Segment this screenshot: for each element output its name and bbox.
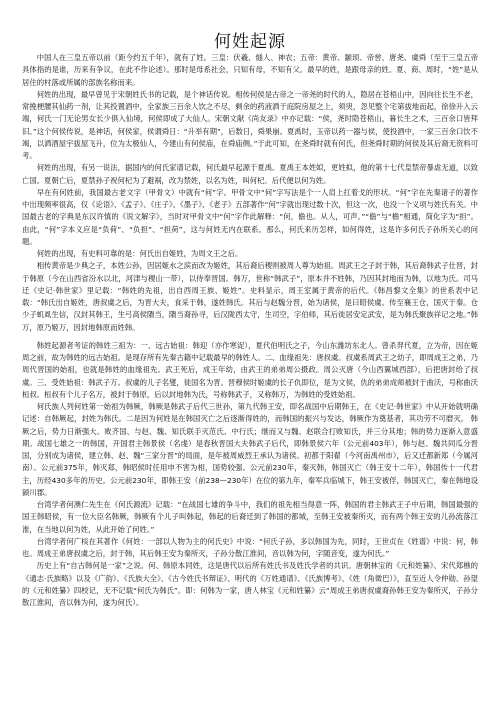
body-paragraph: 历史上有“自古韩何是一家”之说。何、韩原本同姓，这是唐代以后所有姓氏书及姓氏学者的共识。唐朝林宝的《元和姓纂》、宋代郑樵的《通志·氏族略》以及《广韵》、《氏族大全》、《古今姓氏书辩证》、明代的《万姓通谱》、《氏族博考》、《姓（角徵巴）》，直至近人令仲勋、孙望的《元和姓纂》四校记，无不记载“何氏为韩氏”。即：何韩为一家，唐人林宝《元和姓纂》云“周成王弟唐叔虞裔孙韩王安为秦所灭，子孙分散江淮间，音以韩为何，遂为何氏）。 bbox=[22, 561, 478, 607]
body-paragraph: 何姓的出现，最早曾见于宋朝姓氏书的记载，是个神话传说。相传何侯是古帝之一帝尧的时代的人，隐居在苍梧山中，因向往长生不老，常挽梗腰其仙药一剂，让其投置酒中，全家族三百余人饮之不尽，剩余的药液洒于庭院房屋之上，须臾，忽见整个宅第拔地而起，徐徐升入云端，何氏一门无论男女长少俱入仙境，何侯即成了大仙人。宋朝文献《尚友录》中亦记载：“侯，尧时隐苍梧山，暮长生之术，三百余口皆拜旧。”这个何侯传说，是神话，何侯家，侯谓舜日：“升举有期”，后数日，舜果崩。夏禹时，玉帝以药一器与侯，使投酒中，一家三百余口饮不竭，以洒酒屋宇拔屋飞升，位为太极仙人，今建山有何侯庙，在舜庙侧。”于此可知，在尧舜时就有何氏，但尧舜时期的何侯及其后裔无资料可考。 bbox=[22, 89, 478, 160]
document-title: 何姓起源 bbox=[214, 32, 286, 52]
body-paragraph: 何氏族人列何姓第一始祖为韩厥，韩厥是韩武子后代三世孙，第九代韩王安，即名战国中后期韩王，在《史记·韩世家》中从开始就明确记述：自韩厥起，封姓为韩氏。二是因为何姓是在韩国灭亡之后逐渐得姓的，而韩国的振兴与发达，韩厥作为奠基者，其功劳不可磨灭。 韩厥之后，势力日渐强大。败齐国、与赵、魏、知氏联手灭范氏、中行氏；继而又与魏、赵联合打败知氏，并三分其地；韩的势力逐渐入意盛期。战国七雄之一的韩国，开国君主韩景侯（名虔）是春秋晋国大夫韩武子后代，即韩景侯六年（公元前403年），韩与赵、魏共同瓜分晋国，分别成为诸侯，建立韩、赵、魏“三家分晋”的局面，是年被周威烈王承认为诸侯。初都于阳翟（今河南禹州市），后又迁都新郑（今属河南）。公元前375年，韩灭郑，韩昭侯时任用申不害为相，国势较强。公元前230年，秦灭韩，韩国灭亡（韩王安十二年），韩国传十一代君主，历经430多年的历史。公元前230年，即韩王安（前238—230年）在位的第九年，秦军兵临城下，韩王安被俘，韩国灭亡，秦在韩地设颍川郡。 bbox=[22, 402, 478, 497]
body-paragraph: 台湾学者何广棪在其著作《何姓：一部以人物为主的何氏史》中说：“何氏子孙，多以韩国为先，同时，王世贞在《姓谱》中说：何，韩也。周成王弟唐叔虞之后，封于韩，其后韩王安为秦所灭，子孙分散江淮间，音以韩为何，字随音变，遂为何氏。” bbox=[22, 536, 478, 558]
body-paragraph: 早在有何姓前，我国最古老文字（甲骨文）中就有“何”字。甲骨文中“何”字写法是个一人肩上扛着戈的形状。“何”字在先秦诸子的著作中出现频率很高，仅《论语》、《孟子》、《庄子》、《墨子》、《老子》五部著作“何”字就出现过数十次，但这一次，也没一个义项与姓氏有关。中国最古老的字典是东汉许慎的《说文解字》，当时对甲骨文中“何”字作此解释：“何，儋也。从人，可声。”“儋”与“檐”相通，简化字为“担”。由此，“何”字本义应是“负荷”、“负担”、“担荷”，这与何姓无内在联系。那么，何氏来历怎样，如何得姓，这是许多何氏子孙所关心的问题。 bbox=[22, 187, 478, 246]
body-paragraph: 相传黄帝是少典之子，本姓公孙，因居姬水之滨而改为姬姓，其后裔后稷则被周人尊为始祖。周武王之子封于韩，其后裔韩武子仕晋，封于韩原（今在山西省汾水以北，河津与稷山一带），以侍奉晋国。韩万，世称“韩武子”，原本并不姓韩，乃因其封地而为韩，以地为氏。司马迁《史记·韩世家》里记载：“韩姓的先祖，出自西周王族、姬姓”。史料显示，周王室属于黄帝的后代。《韩昌黎文全集》的世系表中记载：“韩氏出自姬姓，唐叔虞之后，为晋大夫，食采于韩，遂姓韩氏。其后与赵魏分晋，始为诸侯，是曰昭侯虞。传至襄王仓，国灭于秦。仓少子虮虱生信，汉封其韩王，生弓高侯隤当，隤当裔孙寻，后汉陇西太守，生司空，字伯师，其后徙居安定武安，是为韩氏聚族祥记之地。”韩万，原乃姬万，因封地韩原而姓韩。 bbox=[22, 261, 478, 332]
body-paragraph: 何姓的出现，有另一说法，据国内的何氏家谱记载，何氏最早起源于夏禹。夏禹王本姓姒，更姓拟，他的第十七代皇禁帝暴虐无道，以致亡国。夏朝亡后，夏禁孙子祝何杞为了避祸，改为禁姓，以名为姓，叫何杞。后代便以何为姓。 bbox=[22, 163, 478, 185]
body-paragraph: 中国人在三皇五帝以前（距今约五千年），就有了姓。三皇：伏羲、燧人、神农；五帝：黄帝、颛顼、帝喾、唐尧、虞舜（至于三皇五帝具体指的是谁，历来有争议，在此不作论述）。那时是母系社会，只知有母，不知有父。最早的姓，是跟母亲的姓。夏、商、周时，“姓”是从居住的村落或所属的部族名称而来。 bbox=[22, 53, 478, 87]
body-paragraph: 韩姓起源者考证的韩姓三祖为：一、远古始祖：韩迎（亦作寒浞），夏代伯明氏之子，今山东潍坊东北人。曾杀羿代夏，立为帝，因在姬周之前，故为韩姓的远古始祖。是现存所有先秦古籍中记载最早的韩姓人。二、血缘祖先：唐叔虞。叔虞系周武王之幼子，即周成王之弟，乃周代晋国的始祖，也就是韩姓的血缘祖先。武王死后，成王年幼，由武王的弟弟周公摄政。周公灭唐（今山西翼城西部），后把唐封给了叔虞。三、受姓始祖：韩武子万。叔虞的儿子名燮，徙国名为晋。晋穆侯时姬虞的长子仇即位，是为文侯，仇的弟弟成师被封于曲沃，号称曲沃桓叔。桓叔有个儿子名万，被封于韩原，后以封地韩为氏，号称韩武子，又称韩万，为韩姓的受姓始祖。 bbox=[22, 340, 478, 399]
body-paragraph: 台湾学者何澳仁先生在《何氏源流》记载：“在战国七雄的争斗中，我们的祖先相当得意一阵，韩国的君主韩武王子中后期，韩国最强的国王韩昭侯，有一位大臣名韩厥，韩厥有个儿子叫韩起，韩起的后裔迁到了韩国的都城，至韩王安被秦所灭，而有两个韩王安的儿孙流落江淮，在当地以何为姓，从此开始了何姓。” bbox=[22, 500, 478, 534]
body-paragraph: 何姓的出现，有史料可靠的是：何氏出自姬姓，为周文王之后。 bbox=[36, 249, 243, 258]
document-body bbox=[22, 52, 478, 609]
